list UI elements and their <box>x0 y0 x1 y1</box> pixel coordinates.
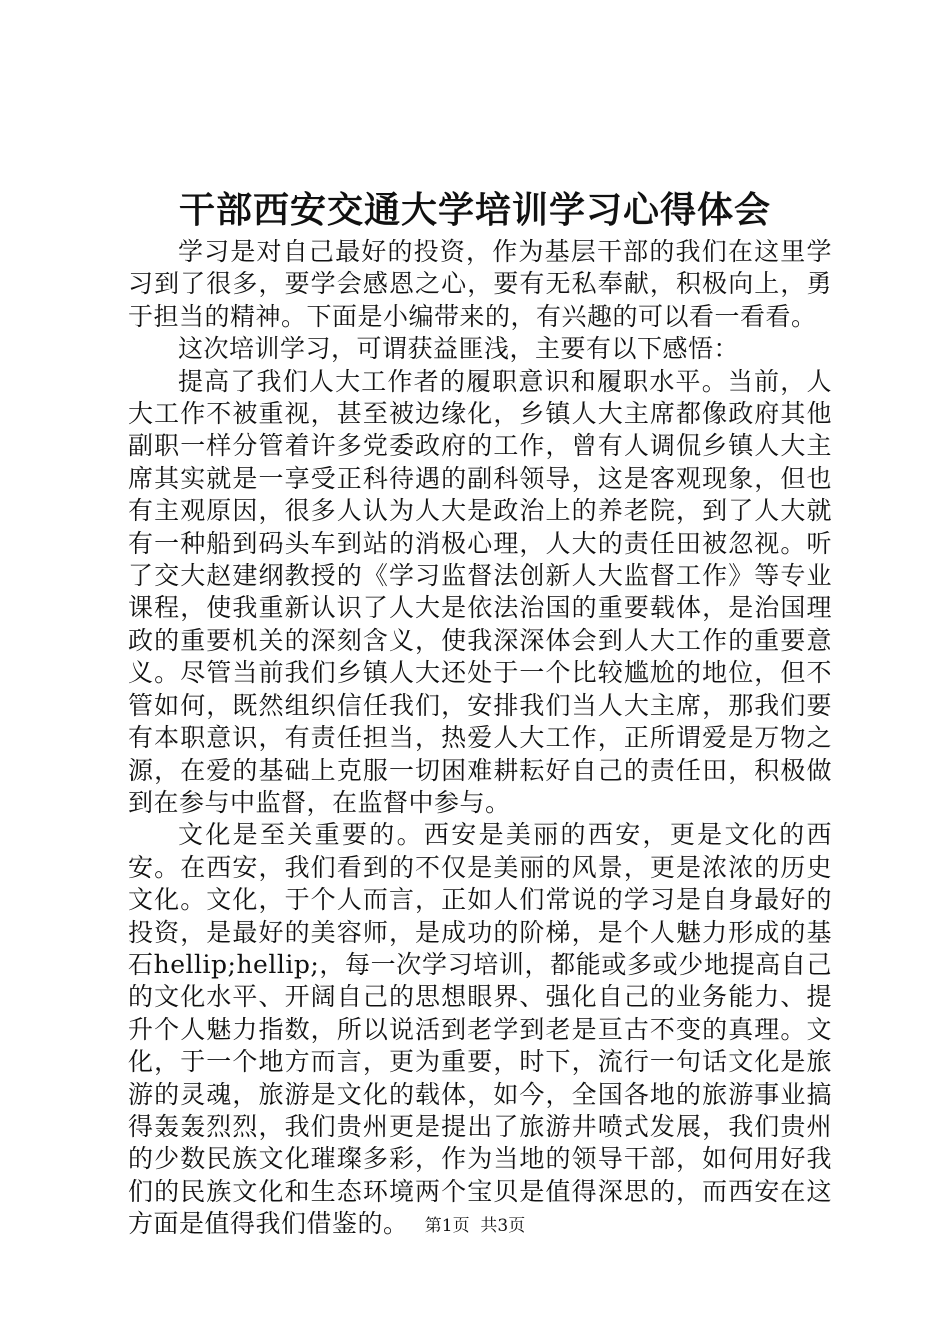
paragraph-intro: 学习是对自己最好的投资，作为基层干部的我们在这里学习到了很多，要学会感恩之心，要有无私奉献，积极向上，勇于担当的精神。下面是小编带来的，有兴趣的可以看一看看。 <box>128 237 832 331</box>
paragraph-summary: 这次培训学习，可谓获益匪浅，主要有以下感悟： <box>178 334 740 364</box>
document-title: 干部西安交通大学培训学习心得体会 <box>178 189 771 231</box>
paragraph-duty-awareness: 提高了我们人大工作者的履职意识和履职水平。当前，人大工作不被重视，甚至被边缘化，乡镇人大主席都像政府其他副职一样分管着许多党委政府的工作，曾有人调侃乡镇人大主席其实就是一享受正科待遇的副科领导，这是客观现象，但也有主观原因，很多人认为人大是政治上的养老院，到了人大就有一种船到码头车到站的消极心理，人大的责任田被忽视。听了交大赵建纲教授的《学习监督法创新人大监督工作》等专业课程，使我重新认识了人大是依法治国的重要载体，是治国理政的重要机关的深刻含义，使我深深体会到人大工作的重要意义。尽管当前我们乡镇人大还处于一个比较尴尬的地位，但不管如何，既然组织信任我们，安排我们当人大主席，那我们要有本职意识，有责任担当，热爱人大工作，正所谓爱是万物之源，在爱的基础上克服一切困难耕耘好自己的责任田，积极做到在参与中监督，在监督中参与。 <box>128 366 832 817</box>
page-number: 第1页 <box>424 1216 470 1236</box>
document-body <box>128 236 832 1241</box>
footer-spacer <box>470 1216 481 1236</box>
page-footer <box>0 1214 950 1238</box>
paragraph-culture: 文化是至关重要的。西安是美丽的西安，更是文化的西安。在西安，我们看到的不仅是美丽的风景，更是浓浓的历史文化。文化，于个人而言，正如人们常说的学习是自身最好的投资，是最好的美容师，是成功的阶梯，是个人魅力形成的基石hellip;hellip;，每一次学习培训，都能或多或少地提高自己的文化水平、开阔自己的思想眼界、强化自己的业务能力、提升个人魅力指数，所以说活到老学到老是亘古不变的真理。文化，于一个地方而言，更为重要，时下，流行一句话文化是旅游的灵魂，旅游是文化的载体，如今，全国各地的旅游事业搞得轰轰烈烈，我们贵州更是提出了旅游井喷式发展，我们贵州的少数民族文化璀璨多彩，作为当地的领导干部，如何用好我们的民族文化和生态环境两个宝贝是值得深思的，而西安在这方面是值得我们借鉴的。 <box>128 820 832 1239</box>
page-total: 共3页 <box>480 1216 526 1236</box>
